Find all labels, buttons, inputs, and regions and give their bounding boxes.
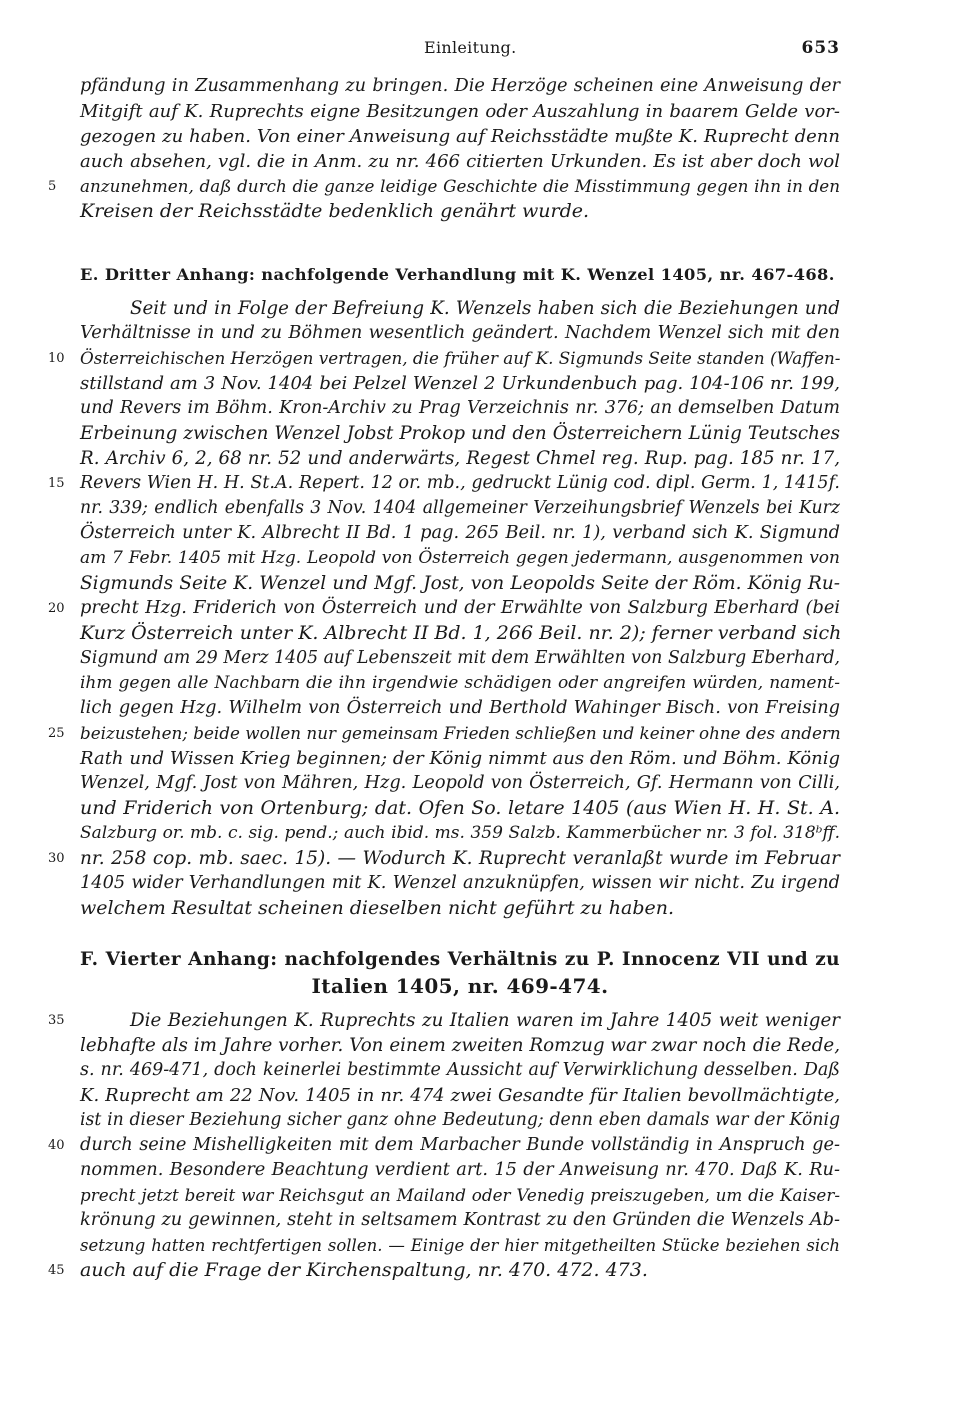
text-line: auch auf die Frage der Kirchenspaltung, nr. 470. 472. 473.: [80, 1259, 648, 1281]
text-line: K. Ruprecht am 22 Nov. 1405 in nr. 474 zwei Gesandte für Italien bevollmächtigte,: [80, 1085, 840, 1106]
text-line: nommen. Besondere Beachtung verdient art. 15 der Anweisung nr. 470. Daß K. Ru-: [80, 1160, 840, 1180]
text-line: welchem Resultat scheinen dieselben nicht geführt zu haben.: [80, 897, 675, 919]
text-line: 1405 wider Verhandlungen mit K. Wenzel anzuknüpfen, wissen wir nicht. Zu irgend: [80, 873, 840, 893]
text-line: am 7 Febr. 1405 mit Hzg. Leopold von Österreich gegen jedermann, ausgenommen von: [80, 548, 840, 568]
text-line: Kurz Österreich unter K. Albrecht II Bd. 1, 266 Beil. nr. 2); ferner verband sich: [80, 622, 842, 644]
text-line: Rath und Wissen Krieg beginnen; der König nimmt aus den Röm. und Böhm. König: [80, 748, 840, 769]
text-line: Sigmunds Seite K. Wenzel und Mgf. Jost, von Leopolds Seite der Röm. König Ru-: [80, 573, 840, 594]
text-line: und Revers im Böhm. Kron-Archiv zu Prag Verzeichnis nr. 376; an demselben Datum: [80, 398, 840, 418]
text-line: setzung hatten rechtfertigen sollen. — Einige der hier mitgetheilten Stücke beziehen sich: [80, 1236, 840, 1255]
text-line: Die Beziehungen K. Ruprechts zu Italien waren im Jahre 1405 weit weniger: [130, 1010, 840, 1031]
text-line: Erbeinung zwischen Wenzel Jobst Prokop und den Österreichern Lünig Teutsches: [80, 423, 840, 444]
text-line: Salzburg or. mb. c. sig. pend.; auch ibid. ms. 359 Salzb. Kammerbücher nr. 3 fol. 318ᵇff.: [80, 823, 840, 843]
text-line: s. nr. 469-471, doch keinerlei bestimmte Aussicht auf Verwirklichung desselben. Daß: [80, 1060, 840, 1080]
text-line: beizustehen; beide wollen nur gemeinsam Frieden schließen und keiner ohne des andern: [80, 723, 841, 743]
text-line: lich gegen Hzg. Wilhelm von Österreich und Berthold Wahinger Bisch. von Freising: [80, 698, 840, 718]
text-line: precht jetzt bereit war Reichsgut an Mailand oder Venedig preiszugeben, um die Kaiser-: [80, 1185, 840, 1205]
text-line: Österreich unter K. Albrecht II Bd. 1 pag. 265 Beil. nr. 1), verband sich K. Sigmund: [80, 523, 840, 543]
running-title: Einleitung.: [424, 38, 517, 57]
text-line: pfändung in Zusammenhang zu bringen. Die Herzöge scheinen eine Anweisung der: [80, 76, 840, 96]
text-line: Revers Wien H. H. St.A. Repert. 12 or. mb., gedruckt Lünig cod. dipl. Germ. 1, 1415f.: [80, 473, 840, 493]
text-line: nr. 339; endlich ebenfalls 3 Nov. 1404 allgemeiner Verzeihungsbrief Wenzels bei Kurz: [80, 498, 840, 518]
text-line: krönung zu gewinnen, steht in seltsamem Kontrast zu den Gründen die Wenzels Ab-: [80, 1210, 840, 1230]
text-line: R. Archiv 6, 2, 68 nr. 52 und anderwärts, Regest Chmel reg. Rup. pag. 185 nr. 17,: [80, 448, 840, 469]
text-line: ihm gegen alle Nachbarn die ihn irgendwie schädigen oder angreifen würden, nament-: [80, 673, 840, 693]
text-line: lebhafte als im Jahre vorher. Von einem zweiten Romzug war zwar noch die Rede,: [80, 1035, 840, 1056]
text-line: anzunehmen, daß durch die ganze leidige Geschichte die Misstimmung gegen ihn in den: [80, 176, 840, 196]
page-number: 653: [801, 38, 840, 58]
text-line: gezogen zu haben. Von einer Anweisung auf Reichsstädte mußte K. Ruprecht denn: [80, 126, 840, 147]
text-line: ist in dieser Beziehung sicher ganz ohne Bedeutung; denn eben damals war der König: [80, 1110, 840, 1130]
line-number: 5: [48, 179, 57, 194]
text-line: und Friderich von Ortenburg; dat. Ofen So. letare 1405 (aus Wien H. H. St. A.: [80, 797, 840, 819]
text-line: nr. 258 cop. mb. saec. 15). — Wodurch K. Ruprecht veranlaßt wurde im Februar: [80, 848, 840, 869]
text-line: stillstand am 3 Nov. 1404 bei Pelzel Wenzel 2 Urkundenbuch pag. 104-106 nr. 199,: [80, 373, 840, 394]
text-line: Seit und in Folge der Befreiung K. Wenzels haben sich die Beziehungen und: [130, 298, 840, 319]
text-line: Verhältnisse in und zu Böhmen wesentlich geändert. Nachdem Wenzel sich mit den: [80, 323, 840, 343]
line-number: 15: [48, 476, 65, 491]
line-number: 30: [48, 851, 65, 866]
running-header: [0, 38, 960, 64]
section-heading-f-cont: Italien 1405, nr. 469-474.: [311, 974, 609, 998]
line-number: 35: [48, 1013, 65, 1028]
text-line: durch seine Mishelligkeiten mit dem Marbacher Bunde vollständig in Anspruch ge-: [80, 1135, 840, 1155]
text-line: Österreichischen Herzögen vertragen, die früher auf K. Sigmunds Seite standen (Waffen-: [80, 348, 841, 368]
line-number: 20: [48, 601, 65, 616]
line-number: 45: [48, 1263, 65, 1278]
section-heading-e: E. Dritter Anhang: nachfolgende Verhandlung mit K. Wenzel 1405, nr. 467-468.: [80, 265, 835, 284]
line-number: 25: [48, 726, 65, 741]
line-number: 40: [48, 1138, 65, 1153]
text-line: Kreisen der Reichsstädte bedenklich genährt wurde.: [80, 200, 590, 222]
section-heading-f: F. Vierter Anhang: nachfolgendes Verhältnis zu P. Innocenz VII und zu: [80, 949, 840, 970]
line-number: 10: [48, 351, 65, 366]
text-line: auch absehen, vgl. die in Anm. zu nr. 466 citierten Urkunden. Es ist aber doch wol: [80, 151, 840, 172]
text-line: Mitgift auf K. Ruprechts eigne Besitzungen oder Auszahlung in baarem Gelde vor-: [80, 101, 840, 122]
text-line: Sigmund am 29 Merz 1405 auf Lebenszeit mit dem Erwählten von Salzburg Eberhard,: [80, 648, 840, 668]
text-line: precht Hzg. Friderich von Österreich und der Erwählte von Salzburg Eberhard (bei: [80, 598, 840, 618]
text-line: Wenzel, Mgf. Jost von Mähren, Hzg. Leopold von Österreich, Gf. Hermann von Cilli,: [80, 773, 840, 793]
